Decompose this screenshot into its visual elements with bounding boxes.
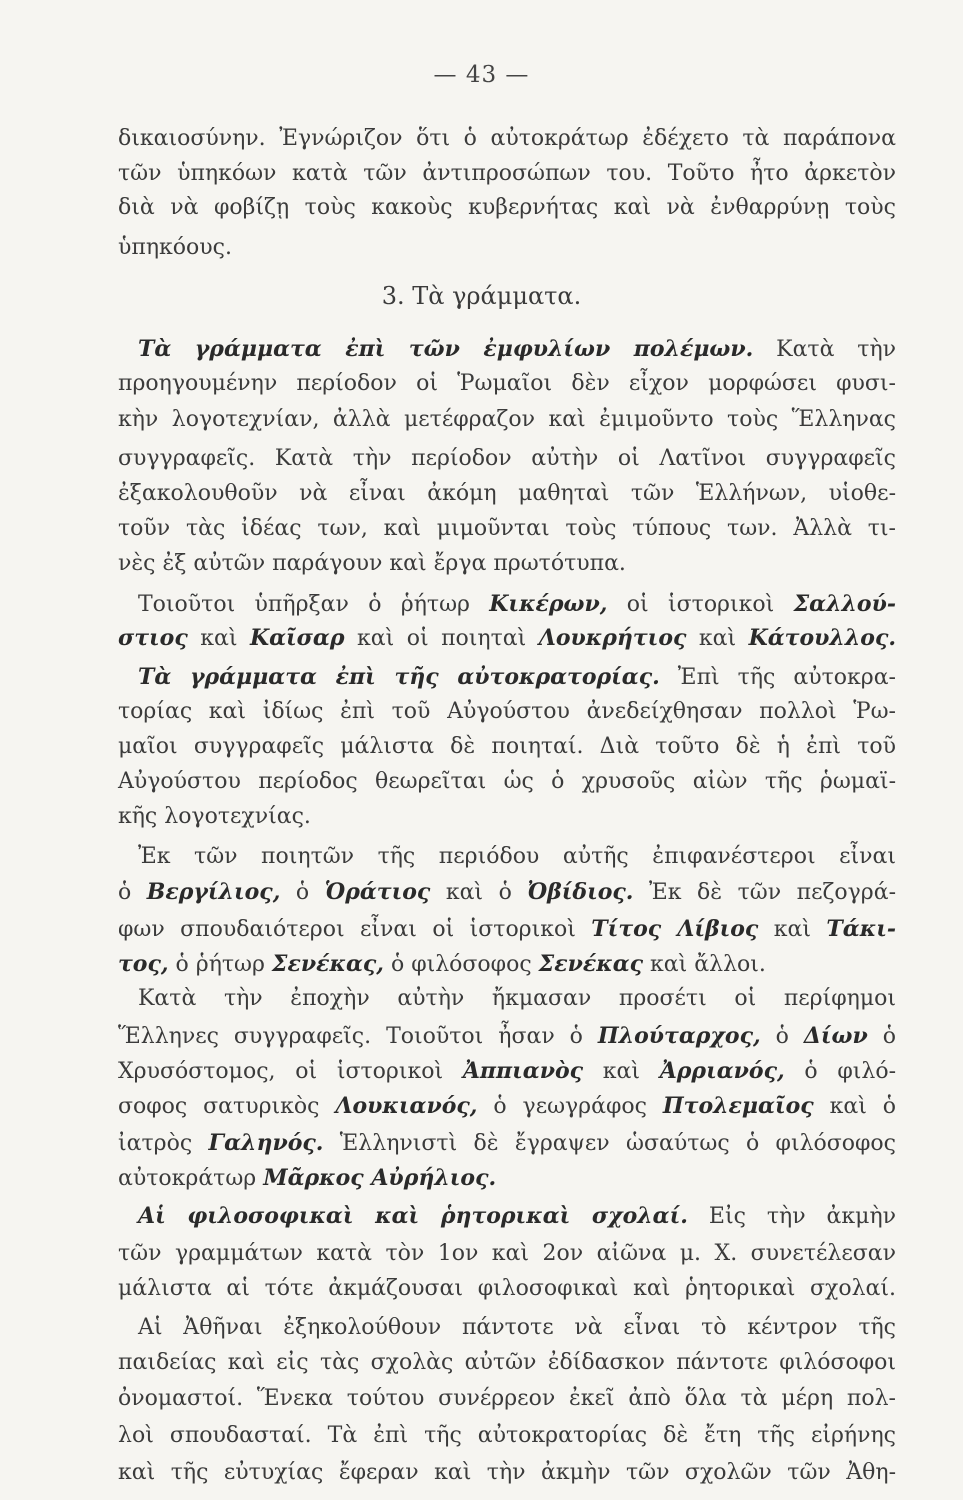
text-line	[118, 333, 896, 366]
text-line	[118, 1420, 896, 1452]
text-line	[118, 123, 896, 155]
bold-term: Λουκιανός,	[335, 1093, 478, 1119]
text-line	[118, 1347, 896, 1379]
text-span: κῆς λογοτεχνίας.	[118, 804, 311, 829]
text-line	[118, 731, 896, 763]
bold-term: Τίτος Λίβιος	[591, 916, 759, 942]
text-span: καὶ οἱ ποιηταὶ	[344, 626, 539, 651]
bold-term: Κικέρων,	[489, 591, 608, 617]
text-line	[118, 876, 896, 909]
bold-term: Αἱ φιλοσοφικαὶ καὶ ῥητορικαὶ σχολαί.	[138, 1203, 688, 1229]
text-line	[118, 513, 896, 545]
bold-term: Κάτουλλος.	[748, 625, 896, 651]
bold-term: Λουκρήτιος	[538, 625, 687, 651]
text-span: παιδείας καὶ εἰς τὰς σχολὰς αὐτῶν ἐδίδασκον πάντοτε φιλόσοφοι	[118, 1350, 896, 1375]
text-span: καὶ	[686, 626, 749, 651]
text-line	[0, 280, 963, 312]
text-span: τῶν γραμμάτων κατὰ τὸν 1ον καὶ 2ον αἰῶνα μ. Χ. συνετέλεσαν	[118, 1241, 896, 1266]
text-span: οἱ ἱστορικοὶ	[607, 592, 794, 617]
text-span: ὁ	[118, 880, 147, 905]
text-span: τοῦν τὰς ἰδέας των, καὶ μιμοῦνται τοὺς τύπους των. Ἀλλὰ τι-	[118, 516, 896, 541]
text-span: σοφος σατυρικὸς	[118, 1094, 336, 1119]
text-span: Τοιοῦτοι ὑπῆρξαν ὁ ῥήτωρ	[138, 592, 490, 617]
text-span: ὑπηκόους.	[118, 235, 232, 260]
text-line	[118, 841, 896, 873]
text-span: ὁ	[867, 1024, 896, 1049]
bold-term: Σαλλού-	[793, 591, 896, 617]
text-line	[118, 232, 896, 264]
text-line	[118, 622, 896, 655]
text-span: τῶν ὑπηκόων κατὰ τῶν ἀντιπροσώπων του. Τοῦτο ἦτο ἀρκετὸν	[118, 161, 896, 186]
text-span: Ἐκ δὲ τῶν πεζογρά-	[633, 880, 897, 905]
text-line	[118, 1312, 896, 1344]
text-line	[118, 1020, 896, 1053]
text-line	[118, 948, 896, 981]
bold-term: Ἀππιανὸς	[462, 1058, 584, 1084]
bold-term: Τὰ γράμματα ἐπὶ τῶν ἐμφυλίων πολέμων.	[138, 336, 754, 362]
bold-term: Σενέκας	[538, 951, 644, 977]
text-span: λοὶ σπουδασταί. Τὰ ἐπὶ τῆς αὐτοκρατορίας δὲ ἔτη τῆς εἰρήνης	[118, 1423, 896, 1448]
text-line	[118, 1055, 896, 1088]
bold-term: Καῖσαρ	[249, 625, 345, 651]
text-span: δικαιοσύνην. Ἐγνώριζον ὅτι ὁ αὐτοκράτωρ ἐδέχετο τὰ παράπονα	[118, 126, 896, 151]
text-span: Αὐγούστου περίοδος θεωρεῖται ὡς ὁ χρυσοῦς αἰὼν τῆς ῥωμαϊ-	[118, 769, 896, 794]
text-line	[118, 443, 896, 475]
text-span: ὁ	[280, 880, 325, 905]
text-span: Εἰς τὴν ἀκμὴν	[687, 1204, 896, 1229]
text-span: μάλιστα αἱ τότε ἀκμάζουσαι φιλοσοφικαὶ καὶ ῥητορικαὶ σχολαί.	[118, 1276, 896, 1301]
text-span: κὴν λογοτεχνίαν, ἀλλὰ μετέφραζον καὶ ἐμιμοῦντο τοὺς Ἕλληνας	[118, 407, 896, 432]
text-line	[118, 1383, 896, 1415]
text-line	[118, 1162, 896, 1195]
text-span: καὶ	[187, 626, 250, 651]
text-line	[118, 158, 896, 190]
text-span: Ἐκ τῶν ποιητῶν τῆς περιόδου αὐτῆς ἐπιφανέστεροι εἶναι	[138, 844, 896, 869]
bold-term: Γαληνός.	[208, 1130, 324, 1156]
text-span: Κατὰ τὴν	[753, 337, 896, 362]
text-span: προηγουμένην περίοδον οἱ Ῥωμαῖοι δὲν εἶχον μορφώσει φυσι-	[118, 371, 896, 396]
bold-term: Πτολεμαῖος	[662, 1093, 814, 1119]
text-span: ἐξακολουθοῦν νὰ εἶναι ἀκόμη μαθηταὶ τῶν Ἑλλήνων, υἱοθε-	[118, 481, 896, 506]
text-span: τορίας καὶ ἰδίως ἐπὶ τοῦ Αὐγούστου ἀνεδείχθησαν πολλοὶ Ῥω-	[118, 699, 896, 724]
text-span: ὁ φιλόσοφος	[383, 952, 539, 977]
bold-term: Τάκι-	[826, 916, 896, 942]
text-line	[118, 478, 896, 510]
bold-term: Ἀρριανός,	[659, 1058, 785, 1084]
text-span: Ἑλληνιστὶ δὲ ἔγραψεν ὡσαύτως ὁ φιλόσοφος	[323, 1131, 897, 1156]
text-span: Χρυσόστομος, οἱ ἱστορικοὶ	[118, 1059, 463, 1084]
text-span: νὲς ἐξ αὐτῶν παράγουν καὶ ἔργα πρωτότυπα.	[118, 551, 626, 576]
bold-term: Πλούταρχος,	[597, 1023, 761, 1049]
text-span: Αἱ Ἀθῆναι ἐξηκολούθουν πάντοτε νὰ εἶναι τὸ κέντρον τῆς	[138, 1315, 896, 1340]
bold-term: Μᾶρκος Αὐρήλιος.	[263, 1165, 497, 1191]
bold-term: Σενέκας,	[271, 951, 384, 977]
text-line	[118, 1090, 896, 1123]
text-span: 3. Τὰ γράμματα.	[381, 282, 582, 310]
text-span: Ἕλληνες συγγραφεῖς. Τοιοῦτοι ἦσαν ὁ	[118, 1024, 598, 1049]
bold-term: Ὁράτιος	[324, 879, 431, 905]
text-line	[118, 1238, 896, 1270]
text-span: καὶ ἄλλοι.	[643, 952, 766, 977]
bold-term: Τὰ γράμματα ἐπὶ τῆς αὐτοκρατορίας.	[138, 664, 660, 690]
text-line	[118, 696, 896, 728]
text-span: καὶ	[583, 1059, 660, 1084]
text-line	[118, 913, 896, 946]
text-line	[118, 983, 896, 1015]
bold-term: Βεργίλιος,	[146, 879, 281, 905]
text-span: φων σπουδαιότεροι εἶναι οἱ ἱστορικοὶ	[118, 917, 592, 942]
text-span: καὶ	[758, 917, 827, 942]
text-span: μαῖοι συγγραφεῖς μάλιστα δὲ ποιηταί. Διὰ τοῦτο δὲ ἡ ἐπὶ τοῦ	[118, 734, 896, 759]
bold-term: στιος	[118, 625, 188, 651]
text-span: ὁ γεωγράφος	[477, 1094, 663, 1119]
text-span: Κατὰ τὴν ἐποχὴν αὐτὴν ἤκμασαν προσέτι οἱ περίφημοι	[138, 986, 896, 1011]
text-span: ὁ φιλό-	[784, 1059, 897, 1084]
text-line	[118, 404, 896, 436]
text-line	[118, 1127, 896, 1160]
text-line	[118, 801, 896, 833]
text-line	[118, 368, 896, 400]
text-span: καὶ ὁ	[813, 1094, 896, 1119]
text-span: ὁ ῥήτωρ	[168, 952, 272, 977]
bold-term: Ὀβίδιος.	[527, 879, 634, 905]
bold-term: Δίων	[803, 1023, 868, 1049]
bold-term: τος,	[118, 951, 169, 977]
text-span: ἰατρὸς	[118, 1131, 209, 1156]
text-span: αὐτοκράτωρ	[118, 1166, 264, 1191]
text-line	[118, 1200, 896, 1233]
page-number: — 43 —	[433, 62, 530, 88]
text-span: διὰ νὰ φοβίζῃ τοὺς κακοὺς κυβερνήτας καὶ νὰ ἐνθαρρύνῃ τοὺς	[118, 195, 896, 220]
text-span: συγγραφεῖς. Κατὰ τὴν περίοδον αὐτὴν οἱ Λατῖνοι συγγραφεῖς	[118, 446, 896, 471]
text-span: καὶ ὁ	[430, 880, 528, 905]
text-line	[118, 766, 896, 798]
text-span: ὀνομαστοί. Ἕνεκα τούτου συνέρρεον ἐκεῖ ἀπὸ ὅλα τὰ μέρη πολ-	[118, 1386, 896, 1411]
text-span: Ἐπὶ τῆς αὐτοκρα-	[659, 665, 896, 690]
text-line	[118, 1273, 896, 1305]
text-line	[118, 588, 896, 621]
text-line	[118, 661, 896, 694]
text-span: καὶ τῆς εὐτυχίας ἔφεραν καὶ τὴν ἀκμὴν τῶν σχολῶν τῶν Ἀθη-	[118, 1460, 896, 1485]
text-line	[118, 192, 896, 224]
text-line	[118, 1457, 896, 1489]
text-line	[118, 548, 896, 580]
text-span: ὁ	[760, 1024, 804, 1049]
